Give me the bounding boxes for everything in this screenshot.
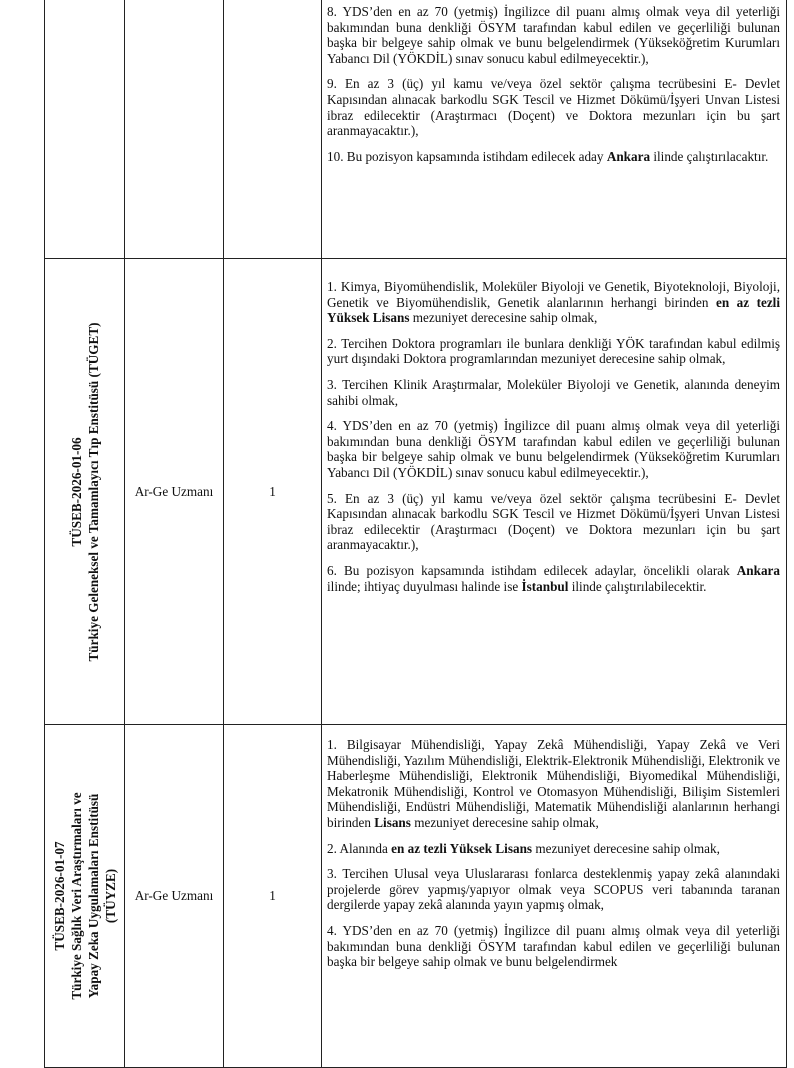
- requirement-item: [327, 563, 780, 594]
- requirement-item: [327, 737, 780, 831]
- requirements-cell: [322, 725, 787, 1068]
- requirement-text: 8. YDS’den en az 70 (yetmiş) İngilizce dil puanı almış olmak veya dil yeterliği bakımından buna denkliği ÖSYM tarafından kabul edilen ve geçerliliği bulunan başka bir belgeye sahip olmak ve bunu belgelendirmek (Yükseköğretim Kurumları Yabancı Dil (YÖKDİL) sınav sonucu kabul edilmeyecektir.),: [327, 4, 780, 66]
- requirement-item: [327, 336, 780, 367]
- requirement-text: 6. Bu pozisyon kapsamında istihdam edilecek adaylar, öncelikli olarak: [327, 562, 737, 578]
- requirements-cell: [322, 259, 787, 725]
- requirement-item: [327, 866, 780, 913]
- requirement-text: 3. Tercihen Ulusal veya Uluslararası fonlarca desteklenmiş yapay zekâ alanındaki projelerde görev yapmış/yapıyor olmak veya SCOPUS veri tabanında taranan dergilerde yapay zekâ alanında yayın yapmış olmak,: [327, 866, 780, 913]
- requirement-item: [327, 377, 780, 408]
- position-title-cell: Ar-Ge Uzmanı: [125, 725, 224, 1068]
- requirement-item: [327, 841, 780, 857]
- requirement-emphasis: Ankara: [736, 562, 780, 578]
- requirement-text: mezuniyet derecesine sahip olmak,: [409, 310, 598, 326]
- requirement-emphasis: Lisans: [374, 814, 411, 830]
- requirement-item: [327, 923, 780, 970]
- institute-cell: [45, 0, 125, 259]
- requirement-item: [327, 76, 780, 138]
- requirement-item: [327, 418, 780, 480]
- requirement-text: 9. En az 3 (üç) yıl kamu ve/veya özel sektör çalışma tecrübesini E- Devlet Kapısından alınacak barkodlu SGK Tescil ve Hizmet Dökümü/İşyeri Unvan Listesi ibraz edilecektir (Araştırmacı (Doçent) ve Doktora mezunları için bu şart aranmayacaktır.),: [327, 76, 780, 139]
- requirement-text: ilinde çalıştırılacaktır.: [650, 148, 769, 164]
- institute-name-line: Türkiye Geleneksel ve Tamamlayıcı Tıp Enstitüsü (TÜGET): [85, 321, 101, 662]
- requirement-item: [327, 279, 780, 326]
- institute-label: [51, 792, 119, 999]
- requirement-text: mezuniyet derecesine sahip olmak,: [410, 814, 599, 830]
- requirement-emphasis: en az tezli Yüksek Lisans: [327, 294, 781, 326]
- position-count-cell: [224, 0, 322, 259]
- requirement-text: 2. Tercihen Doktora programları ile bunlara denkliği YÖK tarafından kabul edilmiş yurt dışındaki Doktora programlarından mezuniyet derecesine sahip olmak,: [327, 335, 780, 367]
- institute-cell: [45, 259, 125, 725]
- requirement-text: mezuniyet derecesine sahip olmak,: [532, 840, 720, 856]
- requirement-text: 5. En az 3 (üç) yıl kamu ve/veya özel sektör çalışma tecrübesini E- Devlet Kapısından alınacak barkodlu SGK Tescil ve Hizmet Dökümü/İşyeri Unvan Listesi ibraz edilecektir (Araştırmacı (Doçent) ve Doktora mezunları için bu şart aranmayacaktır.),: [327, 490, 780, 553]
- requirement-text: 1. Kimya, Biyomühendislik, Moleküler Biyoloji ve Genetik, Biyoteknoloji, Biyoloji, Genetik ve Biyomühendislik, Genetik alanlarının herhangi birinden: [327, 279, 780, 310]
- requirements-list: [327, 4, 780, 164]
- institute-name-line: Yapay Zeka Uygulamaları Enstitüsü: [85, 793, 101, 999]
- institute-label: [68, 322, 102, 661]
- requirements-list: [327, 279, 780, 594]
- requirement-item: [327, 149, 780, 165]
- institute-cell: [45, 725, 125, 1068]
- requirements-list: [327, 737, 780, 970]
- position-code: TÜSEB-2026-01-07: [51, 841, 67, 951]
- requirement-text: 10. Bu pozisyon kapsamında istihdam edilecek aday: [327, 148, 607, 164]
- requirements-cell: [322, 0, 787, 259]
- institute-name-line: (TÜYZE): [102, 868, 118, 924]
- requirement-item: [327, 4, 780, 66]
- institute-name-line: Türkiye Sağlık Veri Araştırmaları ve: [68, 792, 84, 1000]
- requirement-text: 2. Alanında: [327, 840, 392, 856]
- position-code: TÜSEB-2026-01-06: [68, 436, 84, 547]
- table-row: [45, 725, 787, 1068]
- position-title-cell: Ar-Ge Uzmanı: [125, 259, 224, 725]
- table-row: [45, 0, 787, 259]
- position-title-cell: [125, 0, 224, 259]
- table-row: [45, 259, 787, 725]
- requirement-text: 4. YDS’den en az 70 (yetmiş) İngilizce dil puanı almış olmak veya dil yeterliği bakımından buna denkliği ÖSYM tarafından kabul edilen ve geçerliliği bulunan başka bir belgeye sahip olmak ve bunu belgelendirmek: [327, 922, 780, 970]
- requirement-text: ilinde; ihtiyaç duyulması halinde ise: [327, 578, 522, 594]
- position-count-cell: 1: [224, 725, 322, 1068]
- requirement-emphasis: Ankara: [606, 148, 651, 164]
- positions-table: [44, 0, 787, 1068]
- position-count-cell: 1: [224, 259, 322, 725]
- requirement-text: 1. Bilgisayar Mühendisliği, Yapay Zekâ Mühendisliği, Yapay Zekâ ve Veri Mühendisliği, Yazılım Mühendisliği, Elektrik-Elektronik Mühendisliği, Elektronik ve Haberleşme Mühendisliği, Elektronik Mühendisliği, Biyomedikal Mühendisliği, Mekatronik Mühendisliği, Kontrol ve Otomasyon Mühendisliği, Bilişim Sistemleri Mühendisliği, Endüstri Mühendisliği, Matematik Mühendisliği alanlarının herhangi birinden: [327, 737, 780, 830]
- requirement-item: [327, 491, 780, 553]
- requirement-text: 4. YDS’den en az 70 (yetmiş) İngilizce dil puanı almış olmak veya dil yeterliği bakımından buna denkliği ÖSYM tarafından kabul edilen ve geçerliliği bulunan başka bir belgeye sahip olmak ve bunu belgelendirmek (Yükseköğretim Kurumları Yabancı Dil (YÖKDİL) sınav sonucu kabul edilmeyecektir.),: [327, 418, 780, 480]
- requirement-text: ilinde çalıştırılabilecektir.: [568, 578, 707, 594]
- requirement-emphasis: İstanbul: [521, 578, 569, 594]
- requirement-text: 3. Tercihen Klinik Araştırmalar, Moleküler Biyoloji ve Genetik, alanında deneyim sahibi olmak,: [327, 376, 780, 408]
- requirement-emphasis: en az tezli Yüksek Lisans: [391, 840, 533, 856]
